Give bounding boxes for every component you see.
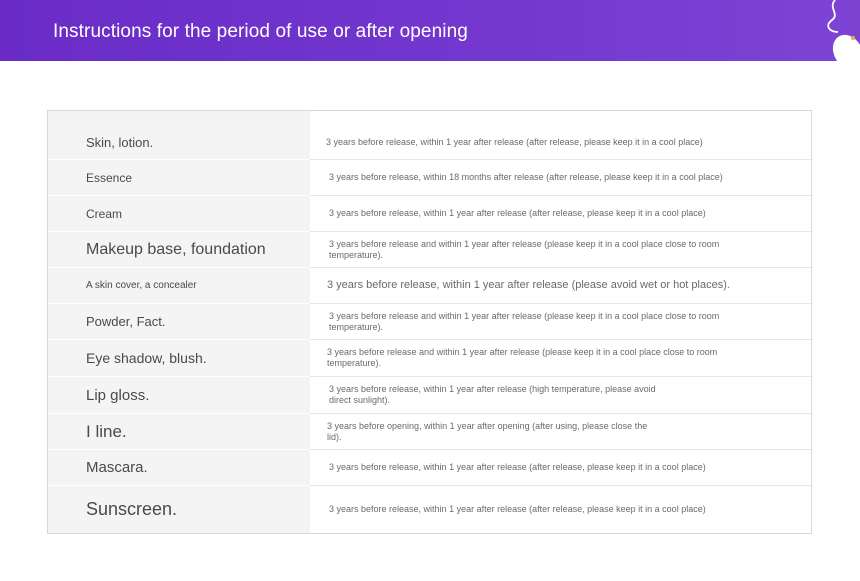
- table-row: [48, 450, 811, 486]
- product-name: Makeup base, foundation: [48, 232, 310, 268]
- period-description: 3 years before release and within 1 year after release (please keep it in a cool place close to room temperature).: [310, 304, 811, 340]
- mouse-icon: [780, 0, 860, 61]
- product-name: A skin cover, a concealer: [48, 268, 310, 304]
- period-description: 3 years before release, within 1 year after release (high temperature, please avoid direct sunlight).: [310, 377, 811, 414]
- table-row: [48, 304, 811, 340]
- table-row: [48, 486, 811, 533]
- product-name: Skin, lotion.: [48, 111, 310, 160]
- product-name: Lip gloss.: [48, 377, 310, 414]
- period-description: 3 years before release, within 1 year after release (after release, please keep it in a cool place): [310, 486, 811, 533]
- product-name: Cream: [48, 196, 310, 232]
- page-title: Instructions for the period of use or after opening: [53, 21, 468, 42]
- product-name: Eye shadow, blush.: [48, 340, 310, 377]
- header-bar: [0, 0, 860, 61]
- product-name: Powder, Fact.: [48, 304, 310, 340]
- table-row: [48, 196, 811, 232]
- table-row: [48, 377, 811, 414]
- period-description: 3 years before release, within 1 year after release (after release, please keep it in a cool place): [310, 450, 811, 486]
- period-description: 3 years before release, within 1 year after release (please avoid wet or hot places).: [310, 268, 811, 304]
- period-description: 3 years before release and within 1 year after release (please keep it in a cool place close to room temperature).: [310, 340, 811, 377]
- period-description: 3 years before release, within 1 year after release (after release, please keep it in a cool place): [310, 196, 811, 232]
- table-row: [48, 414, 811, 450]
- table-row: [48, 160, 811, 196]
- product-name: I line.: [48, 414, 310, 450]
- usage-period-table: [47, 110, 812, 534]
- table-row: [48, 268, 811, 304]
- period-description: 3 years before release, within 18 months after release (after release, please keep it in a cool place): [310, 160, 811, 196]
- table-row: [48, 111, 811, 160]
- product-name: Essence: [48, 160, 310, 196]
- product-name: Sunscreen.: [48, 486, 310, 533]
- period-description: 3 years before release, within 1 year after release (after release, please keep it in a cool place): [310, 111, 811, 160]
- table-row: [48, 232, 811, 268]
- product-name: Mascara.: [48, 450, 310, 486]
- period-description: 3 years before opening, within 1 year after opening (after using, please close the lid).: [310, 414, 811, 450]
- table-row: [48, 340, 811, 377]
- period-description: 3 years before release and within 1 year after release (please keep it in a cool place close to room temperature).: [310, 232, 811, 268]
